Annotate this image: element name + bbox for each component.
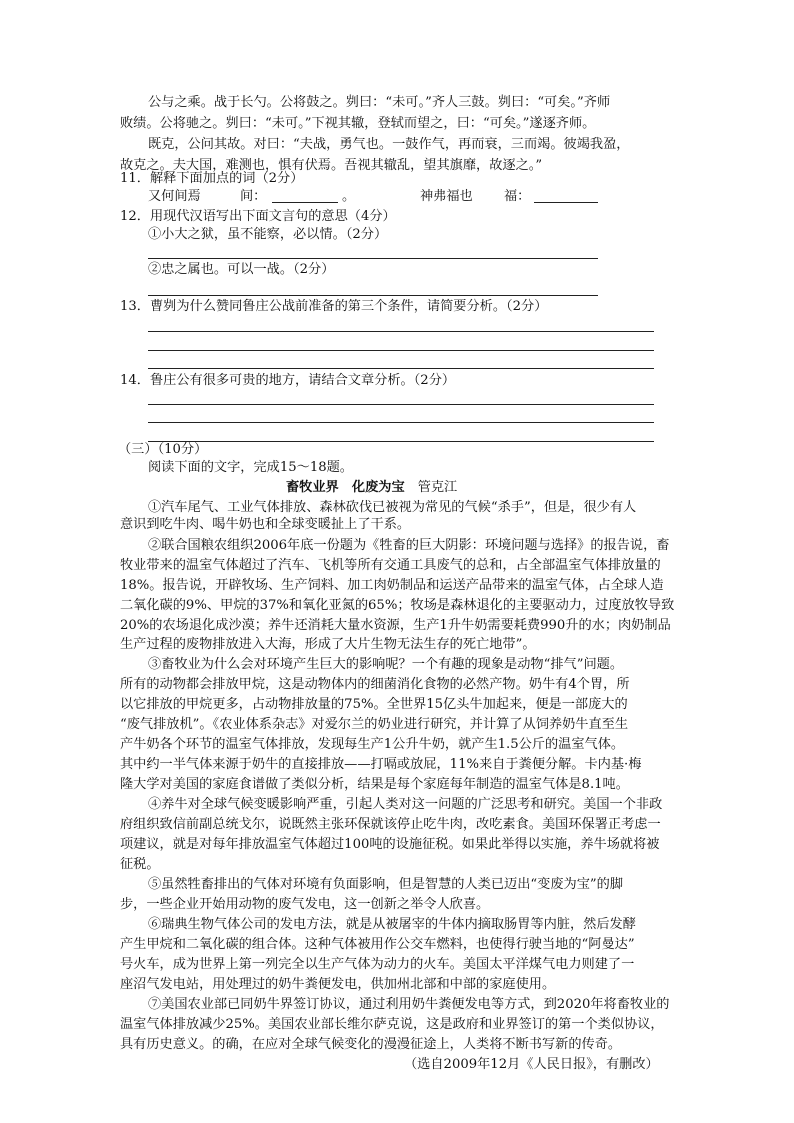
passage-line: 败绩。公将驰之。刿曰：“未可。”下视其辙，登轼而望之，曰：“可矣。”遂逐齐师。 — [120, 116, 596, 131]
article-line: 府组织致信前副总统戈尔，说既然主张环保就该停止吃牛肉，改吃素食。美国环保署正考虑一 — [120, 817, 661, 832]
question-12-stem: 12．用现代汉语写出下面文言句的意思（4分） — [120, 209, 396, 224]
article-line: 具有历史意义。的确，在应对全球气候变化的漫漫征途上，人类将不断书写新的传奇。 — [120, 1037, 622, 1052]
question-11-stem: 11．解释下面加点的词（2分） — [120, 171, 304, 186]
article-line: 20%的农场退化成沙漠；养牛还消耗大量水资源，生产1升牛奶需要耗费990升的水；肉奶制品 — [120, 618, 671, 633]
article-line: ①汽车尾气、工业气体排放、森林砍伐已被视为常见的气候“杀手”，但是，很少有人 — [148, 500, 637, 515]
article-line: 18%。报告说，开辟牧场、生产饲料、加工肉奶制品和运送产品带来的温室气体，占全球人造 — [120, 578, 664, 593]
article-line: 生产过程的废物排放进入大海，形成了大片生物无法生存的死亡地带”。 — [120, 637, 536, 652]
q13-answer-line[interactable] — [148, 331, 654, 332]
q11-item2-label: 福： — [504, 189, 531, 204]
article-line: 号火车，成为世界上第一列完全以生产气体为动力的火车。美国太平洋煤气电力则建了一 — [120, 957, 635, 972]
article-line: 步，一些企业开始用动物的废气发电，这一创新之举令人欣喜。 — [120, 897, 490, 912]
section-instruction: 阅读下面的文字，完成15～18题。 — [148, 460, 353, 475]
question-12-sub2: ②忠之属也。可以一战。（2分） — [148, 262, 335, 277]
article-author: 管克江 — [417, 480, 458, 495]
article-line: 隆大学对美国的家庭食谱做了类似分析，结果是每个家庭每年制造的温室气体是8.1吨。 — [120, 777, 629, 792]
article-title — [286, 477, 457, 498]
article-source: （选自2009年12月《人民日报》，有删改） — [404, 1057, 659, 1072]
question-12-sub1: ①小大之狱，虽不能察，必以情。（2分） — [148, 227, 388, 242]
article-line: 产牛奶各个环节的温室气体排放，发现每生产1公升牛奶，就产生1.5公斤的温室气体。 — [120, 737, 625, 752]
article-line: ③畜牧业为什么会对环境产生巨大的影响呢？一个有趣的现象是动物“排气”问题。 — [148, 657, 624, 672]
q11-item2-word: 神弗福也 — [420, 189, 473, 204]
article-line: ⑥瑞典生物气体公司的发电方法，就是从被屠宰的牛体内摘取肠胃等内脏，然后发酵 — [148, 917, 636, 932]
q14-answer-line[interactable] — [148, 404, 654, 405]
article-line: 所有的动物都会排放甲烷，这是动物体内的细菌消化食物的必然产物。奶牛有4个胃，所 — [120, 677, 630, 692]
q11-item1-label: 间： — [240, 189, 267, 204]
q13-answer-line[interactable] — [148, 368, 654, 369]
article-line: 其中约一半气体来源于奶牛的直接排放——打嗝或放屁，11%来自于粪便分解。卡内基·梅 — [120, 757, 642, 772]
question-14-stem: 14．鲁庄公有很多可贵的地方，请结合文章分析。（2分） — [120, 373, 456, 388]
article-line: 座沼气发电站，用处理过的奶牛粪便发电，供加州北部和中部的家庭使用。 — [120, 977, 556, 992]
article-line: 项建议，就是对每年排放温室气体超过100吨的设施征税。如果此举得以实施，养牛场就将被 — [120, 837, 660, 852]
q14-answer-line[interactable] — [148, 422, 654, 423]
q11-answer-blank-1[interactable] — [272, 188, 338, 203]
passage-line: 故克之。夫大国，难测也，惧有伏焉。吾视其辙乱，望其旗靡，故逐之。” — [120, 158, 543, 173]
q11-item1-suffix: 。 — [342, 189, 356, 204]
article-line: 牧业带来的温室气体超过了汽车、飞机等所有交通工具废气的总和，占全部温室气体排放量的 — [120, 558, 661, 573]
article-line: “废气排放机”。《农业体系杂志》对爱尔兰的奶业进行研究，并计算了从饲养奶牛直至生 — [120, 717, 629, 732]
article-line: 二氧化碳的9%、甲烷的37%和氧化亚氮的65%；牧场是森林退化的主要驱动力，过度放牧导致 — [120, 598, 675, 613]
question-13-stem: 13．曹刿为什么赞同鲁庄公战前准备的第三个条件，请简要分析。（2分） — [120, 299, 548, 314]
section-heading: （三）（10分） — [118, 442, 208, 457]
article-line: 意识到吃牛肉、喝牛奶也和全球变暖扯上了干系。 — [120, 517, 411, 532]
article-line: 产生甲烷和二氧化碳的组合体。这种气体被用作公交车燃料，也使得行驶当地的“阿曼达” — [120, 937, 635, 952]
passage-line: 既克，公问其故。对曰：“夫战，勇气也。一鼓作气，再而衰，三而竭。彼竭我盈， — [148, 137, 630, 152]
article-line: 温室气体排放减少25%。美国农业部长维尔萨克说，这是政府和业界签订的第一个类似协议， — [120, 1017, 664, 1032]
article-title-text: 畜牧业界 化废为宝 — [286, 480, 405, 495]
article-line: 以它排放的甲烷更多，占动物排放量的75%。全世界15亿头牛加起来，便是一部庞大的 — [120, 697, 628, 712]
article-line: ④养牛对全球气候变暖影响严重，引起人类对这一问题的广泛思考和研究。美国一个非政 — [148, 797, 663, 812]
passage-line: 公与之乘。战于长勺。公将鼓之。刿曰：“未可。”齐人三鼓。刿曰：“可矣。”齐师 — [148, 95, 611, 110]
article-line: ⑤虽然牲畜排出的气体对环境有负面影响，但是智慧的人类已迈出“变废为宝”的脚 — [148, 877, 624, 892]
q14-answer-line[interactable] — [148, 441, 654, 442]
article-line: 征税。 — [120, 857, 160, 872]
q11-answer-blank-2[interactable] — [534, 188, 598, 203]
q11-item1-word: 又何间焉 — [148, 189, 201, 204]
article-line: ⑦美国农业部已同奶牛界签订协议，通过利用奶牛粪便发电等方式，到2020年将畜牧业的 — [148, 997, 670, 1012]
article-line: ②联合国粮农组织2006年底一份题为《牲畜的巨大阴影：环境问题与选择》的报告说，畜 — [148, 538, 670, 553]
q13-answer-line[interactable] — [148, 350, 654, 351]
